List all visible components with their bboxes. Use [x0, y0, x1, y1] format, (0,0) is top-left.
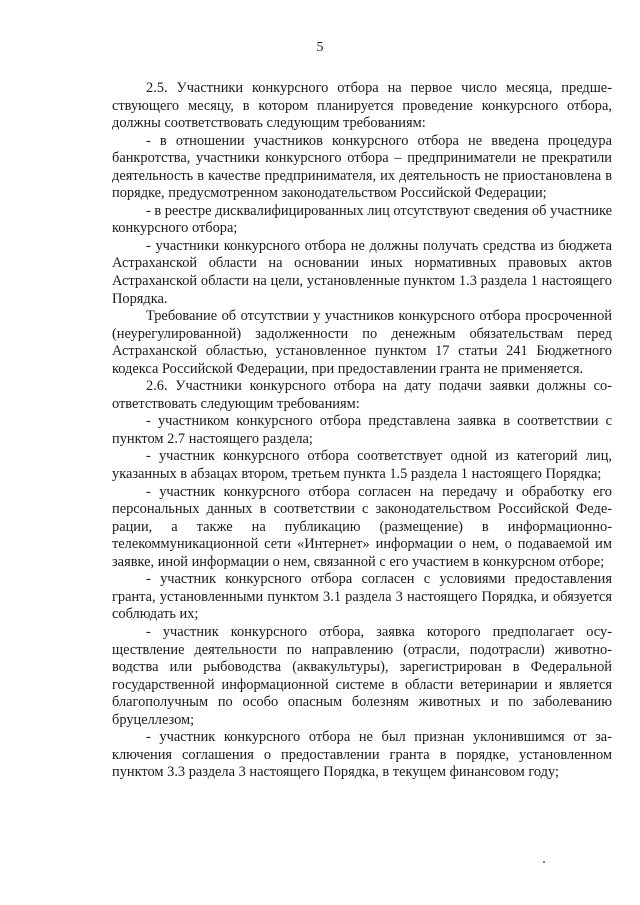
- paragraph-2-6: 2.6. Участники конкурсного отбора на дату подачи заявки должны соответствовать следующим требованиям:: [112, 378, 612, 412]
- list-item-budget-funds: - участники конкурсного отбора не должны получать средства из бюджета Астраханской области на основании иных нормативных правовых актов Астраханской области на цели, установленные пунктом 1.3 раздела 1 настоящего Порядка.: [112, 237, 612, 307]
- list-item-category: - участник конкурсного отбора соответствует одной из категорий лиц, указанных в абзацах втором, третьем пункта 1.5 раздела 1 настоящего Порядка;: [112, 448, 612, 483]
- page-number: 5: [316, 40, 324, 55]
- list-item-veterinary: - участник конкурсного отбора, заявка которого предполагает осуществление деятельности по направлению (отрасли, подотрасли) животноводства или рыбоводства (аквакультуры), зарегистрирован в Федеральной государственной информационной системе в области ветеринарии и является благополучным по особо опасным болезням животных и по заболеванию бруцеллезом;: [112, 623, 612, 728]
- list-item-application: - участником конкурсного отбора представлена заявка в соответствии с пунктом 2.7 настоящего раздела;: [112, 413, 612, 447]
- list-item-grant-conditions: - участник конкурсного отбора согласен с условиями предоставления гранта, установленными пунктом 3.1 раздела 3 настоящего Порядка, и обязуется соблюдать их;: [112, 571, 612, 623]
- list-item-agreement-evasion: - участник конкурсного отбора не был признан уклонившимся от заключения соглашения о предоставлении гранта в порядке, установленном пунктом 3.3 раздела 3 настоящего Порядка, в текущем финансовом году;: [112, 729, 612, 781]
- list-item-disqualified-registry: - в реестре дисквалифицированных лиц отсутствуют сведения об участнике конкурсного отбора;: [112, 202, 613, 237]
- paragraph-debt-requirement: Требование об отсутствии у участников конкурсного отбора просроченной (неурегулированной) задолженности по денежным обязательствам перед Астраханской областью, установленное пунктом 17 статьи 241 Бюджетного кодекса Российской Федерации, при предоставлении гранта не применяется.: [112, 308, 612, 377]
- scan-speck: [543, 861, 545, 863]
- paragraph-2-5: 2.5. Участники конкурсного отбора на первое число месяца, предшествующего месяцу, в котором планируется проведение конкурсного отбора, должны соответствовать следующим требованиям:: [112, 80, 612, 132]
- list-item-personal-data: - участник конкурсного отбора согласен на передачу и обработку его персональных данных в соответствии с законодательством Российской Федерации, а также на публикацию (размещение) в информационно-телекоммуникационной сети «Интернет» информации о нем, о подаваемой им заявке, иной информации о нем, связанной с его участием в конкурсном отборе;: [112, 483, 612, 570]
- document-body: [112, 80, 612, 782]
- list-item-bankruptcy: - в отношении участников конкурсного отбора не введена процедура банкротства, участники конкурсного отбора – предприниматели не прекратили деятельность в качестве предпринимателя, их деятельность не приостановлена в порядке, предусмотренном законодательством Российской Федерации;: [112, 132, 612, 202]
